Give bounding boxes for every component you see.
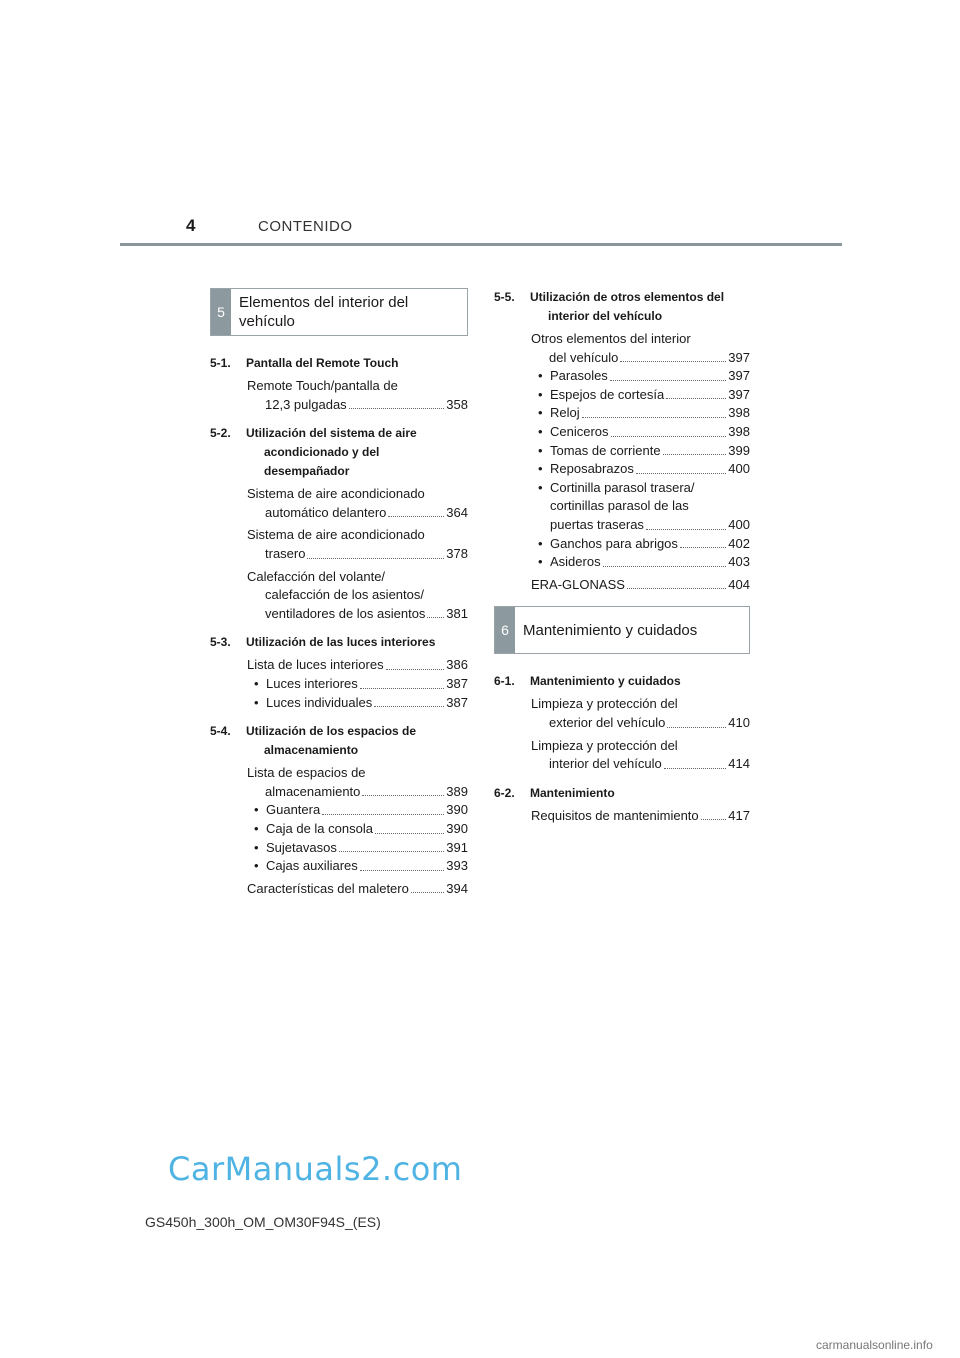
toc-entry[interactable]: ERA-GLONASS 404 xyxy=(531,576,750,592)
toc-entry[interactable]: Requisitos de mantenimiento 417 xyxy=(531,807,750,823)
toc-entry[interactable]: Calefacción del volante/ calefacción de los asientos/ ventiladores de los asientos 381 xyxy=(247,568,468,621)
section-number: 6 xyxy=(495,607,515,653)
toc-entry[interactable]: Limpieza y protección del interior del vehículo 414 xyxy=(531,737,750,772)
toc-bullet-entry[interactable]: • Tomas de corriente 399 xyxy=(538,442,750,458)
subsection-5-4: 5-4. Utilización de los espacios de almacenamiento xyxy=(210,724,417,758)
section-title: Elementos del interior del vehículo xyxy=(239,294,409,330)
header-rule xyxy=(120,243,842,246)
toc-bullet-entry[interactable]: • Luces individuales 387 xyxy=(254,694,468,710)
toc-bullet-entry[interactable]: • Parasoles 397 xyxy=(538,368,750,384)
watermark-logo: CarManuals2.com xyxy=(168,1150,463,1188)
subsection-6-1: 6-1. Mantenimiento y cuidados xyxy=(494,674,681,689)
subsection-5-1: 5-1. Pantalla del Remote Touch xyxy=(210,356,399,370)
subsection-5-3: 5-3. Utilización de las luces interiores xyxy=(210,635,436,650)
toc-bullet-entry[interactable]: • Luces interiores 387 xyxy=(254,675,468,691)
toc-bullet-entry[interactable]: • Ganchos para abrigos 402 xyxy=(538,535,750,551)
subsection-5-5: 5-5. Utilización de otros elementos del interior del vehículo xyxy=(494,290,725,323)
toc-bullet-entry[interactable]: • Espejos de cortesía 397 xyxy=(538,386,750,402)
page-title: CONTENIDO xyxy=(258,218,353,235)
page-number: 4 xyxy=(186,216,196,235)
toc-entry[interactable]: Sistema de aire acondicionado automático delantero 364 xyxy=(247,486,468,520)
toc-entry[interactable]: Características del maletero 394 xyxy=(247,880,468,896)
section-number: 5 xyxy=(211,289,231,335)
toc-bullet-entry[interactable]: • Reloj 398 xyxy=(538,405,750,421)
subsection-6-2: 6-2. Mantenimiento xyxy=(494,785,615,800)
toc-bullet-entry[interactable]: • Reposabrazos 400 xyxy=(538,461,750,477)
toc-bullet-entry[interactable]: • Asideros 403 xyxy=(538,554,750,570)
subsection-5-2: 5-2. Utilización del sistema de aire acondicionado y del desempañador xyxy=(210,426,417,479)
toc-bullet-entry[interactable]: • Sujetavasos 391 xyxy=(254,839,468,855)
toc-bullet-entry[interactable]: • Ceniceros 398 xyxy=(538,423,750,439)
toc-entry[interactable]: Otros elementos del interior del vehículo 397 xyxy=(531,331,750,365)
toc-entry[interactable]: Lista de luces interiores 386 xyxy=(247,657,468,673)
document-code: GS450h_300h_OM_OM30F94S_(ES) xyxy=(145,1214,381,1230)
section-6-header xyxy=(494,606,750,654)
section-5-header xyxy=(210,288,468,336)
toc-entry[interactable]: Sistema de aire acondicionado trasero 378 xyxy=(247,527,468,561)
toc-bullet-entry[interactable]: • Cajas auxiliares 393 xyxy=(254,858,468,874)
toc-entry[interactable]: Remote Touch/pantalla de 12,3 pulgadas 358 xyxy=(247,378,468,412)
toc-entry[interactable]: Limpieza y protección del exterior del vehículo 410 xyxy=(531,696,750,730)
left-column xyxy=(210,288,468,898)
section-title: Mantenimiento y cuidados xyxy=(523,621,698,639)
right-column xyxy=(494,288,750,825)
toc-bullet-entry[interactable]: • Cortinilla parasol trasera/ cortinillas parasol de las puertas traseras 400 xyxy=(538,479,750,532)
watermark-text: carmanualsonline.info xyxy=(816,1338,933,1352)
toc-bullet-entry[interactable]: • Guantera 390 xyxy=(254,802,468,818)
toc-bullet-entry[interactable]: • Caja de la consola 390 xyxy=(254,820,468,836)
toc-entry[interactable]: Lista de espacios de almacenamiento 389 xyxy=(247,765,468,799)
